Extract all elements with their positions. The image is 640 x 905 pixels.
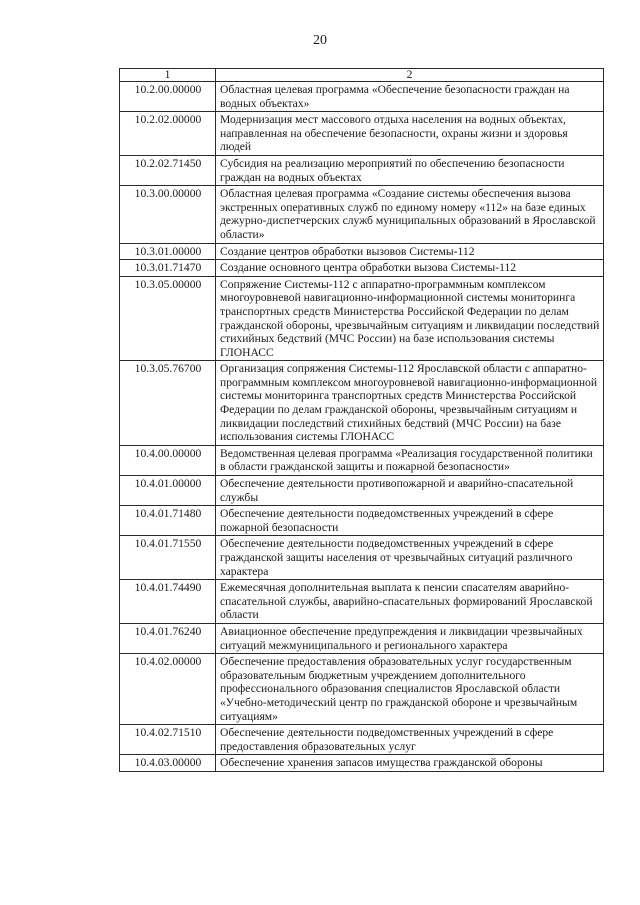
row-code: 10.4.02.71510 [120,725,216,755]
row-name: Создание центров обработки вызовов Системы-112 [216,243,604,260]
row-name: Ведомственная целевая программа «Реализация государственной политики в области гражданской защиты и пожарной безопасности» [216,445,604,475]
row-name: Областная целевая программа «Обеспечение безопасности граждан на водных объектах» [216,82,604,112]
budget-classification-table [119,68,604,772]
row-code: 10.2.02.00000 [120,112,216,156]
row-code: 10.3.01.71470 [120,260,216,277]
row-name: Организация сопряжения Системы-112 Ярославской области с аппаратно-программным комплексом многоуровневой навигационно-информационной системы мониторинга транспортных средств Министерства Российской Федерации по делам гражданской обороны, чрезвычайным ситуациям и ликвидации последствий стихийных бедствий (МЧС России) на базе использования системы ГЛОНАСС [216,361,604,446]
row-name: Обеспечение деятельности подведомственных учреждений в сфере предоставления образовательных услуг [216,725,604,755]
table-row [120,186,604,243]
table-row [120,276,604,361]
table-row [120,506,604,536]
row-code: 10.4.02.00000 [120,654,216,725]
row-name: Ежемесячная дополнительная выплата к пенсии спасателям аварийно-спасательной службы, аварийно-спасательных формирований Ярославской области [216,580,604,624]
table-row [120,112,604,156]
row-code: 10.3.01.00000 [120,243,216,260]
row-code: 10.4.01.76240 [120,623,216,653]
row-code: 10.2.00.00000 [120,82,216,112]
row-code: 10.4.01.74490 [120,580,216,624]
row-name: Субсидия на реализацию мероприятий по обеспечению безопасности граждан на водных объектах [216,155,604,185]
row-code: 10.4.03.00000 [120,755,216,772]
row-code: 10.4.01.00000 [120,476,216,506]
table-body [120,82,604,772]
table-row [120,725,604,755]
row-name: Областная целевая программа «Создание системы обеспечения вызова экстренных оперативных служб по единому номеру «112» на базе единых дежурно-диспетчерских служб муниципальных образований в Ярославской области» [216,186,604,243]
row-code: 10.3.00.00000 [120,186,216,243]
row-code: 10.3.05.76700 [120,361,216,446]
table-header-row [120,69,604,82]
table-row [120,580,604,624]
row-code: 10.3.05.00000 [120,276,216,361]
row-name: Обеспечение деятельности противопожарной и аварийно-спасательной службы [216,476,604,506]
row-code: 10.2.02.71450 [120,155,216,185]
table-row [120,445,604,475]
row-name: Обеспечение деятельности подведомственных учреждений в сфере пожарной безопасности [216,506,604,536]
row-name: Создание основного центра обработки вызова Системы-112 [216,260,604,277]
row-name: Модернизация мест массового отдыха населения на водных объектах, направленная на обеспечение безопасности, охраны жизни и здоровья людей [216,112,604,156]
row-name: Обеспечение хранения запасов имущества гражданской обороны [216,755,604,772]
table-row [120,260,604,277]
row-name: Авиационное обеспечение предупреждения и ликвидации чрезвычайных ситуаций межмуниципального и регионального характера [216,623,604,653]
row-code: 10.4.01.71550 [120,536,216,580]
table-row [120,654,604,725]
row-code: 10.4.00.00000 [120,445,216,475]
row-code: 10.4.01.71480 [120,506,216,536]
table-row [120,476,604,506]
table-row [120,243,604,260]
table-row [120,536,604,580]
column-header-code: 1 [120,69,216,82]
row-name: Обеспечение предоставления образовательных услуг государственным образовательным бюджетным учреждением дополнительного профессионального образования специалистов Ярославской области «Учебно-методический центр по гражданской обороне и чрезвычайным ситуациям» [216,654,604,725]
column-header-name: 2 [216,69,604,82]
row-name: Сопряжение Системы-112 с аппаратно-программным комплексом многоуровневой навигационно-информационной системы мониторинга транспортных средств Министерства Российской Федерации по делам гражданской обороны, чрезвычайным ситуациям и ликвидации последствий стихийных бедствий (МЧС России) на базе использования системы ГЛОНАСС [216,276,604,361]
table-row [120,155,604,185]
table-row [120,361,604,446]
table-row [120,82,604,112]
row-name: Обеспечение деятельности подведомственных учреждений в сфере гражданской защиты населения от чрезвычайных ситуаций различного характера [216,536,604,580]
table-row [120,623,604,653]
page-number: 20 [313,33,327,48]
table-row [120,755,604,772]
